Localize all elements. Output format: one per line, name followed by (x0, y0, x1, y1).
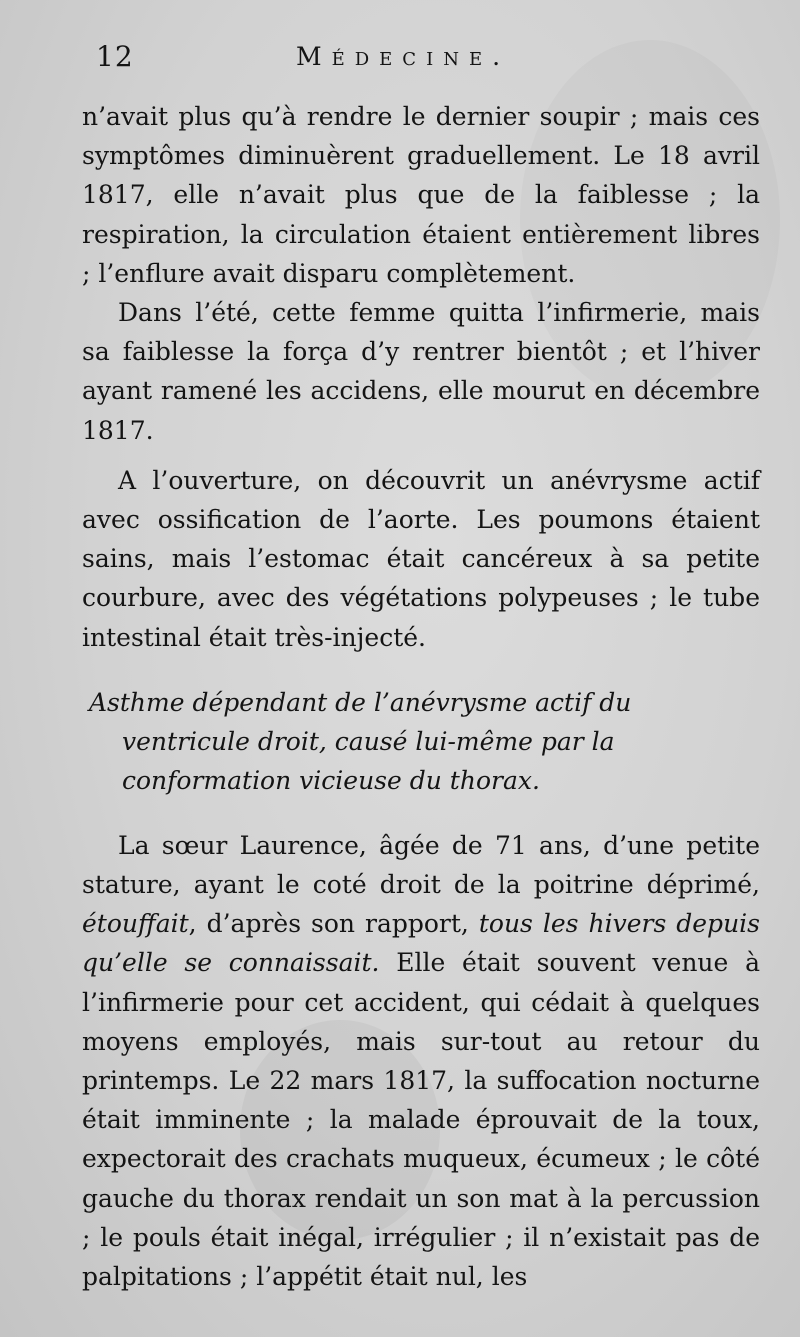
paragraph-text: , d’après son rapport, (188, 909, 479, 939)
section-gap (82, 800, 760, 826)
paragraph-text: La sœur Laurence, âgée de 71 ans, d’une petite stature, ayant le coté droit de la poitrine déprimé, (82, 830, 760, 900)
paragraph-gap (82, 450, 760, 461)
paragraph: A l’ouverture, on découvrit un anévrysme actif avec ossification de l’aorte. Les poumons étaient sains, mais l’estomac était cancéreux à sa petite courbure, avec des végétations polypeuses ; le tube intestinal était très-injecté. (82, 465, 760, 652)
body-text (82, 97, 760, 1296)
running-head: Médecine. (296, 42, 511, 71)
italic-text: tous les hivers depuis qu’elle se connaissait. (82, 909, 760, 978)
italic-text: étouffait (82, 909, 189, 939)
paragraph-continued: n’avait plus qu’à rendre le dernier soupir ; mais ces symptômes diminuèrent graduellement. Le 18 avril 1817, elle n’avait plus que de la faiblesse ; la respiration, la circulation étaient entièrement libres ; l’enflure avait disparu complètement. (82, 102, 760, 288)
page-number: 12 (96, 40, 134, 73)
paragraph: Dans l’été, cette femme quitta l’infirmerie, mais sa faiblesse la força d’y rentrer bientôt ; et l’hiver ayant ramené les accidens, elle mourut en décembre 1817. (82, 298, 760, 445)
paragraph-text: Elle était souvent venue à l’infirmerie pour cet accident, qui cédait à quelques moyens employés, mais sur-tout au retour du printemps. Le 22 mars 1817, la suffocation nocturne était imminente ; la malade éprouvait de la toux, expectorait des crachats muqueux, écumeux ; le côté gauche du thorax rendait un son mat à la percussion ; le pouls était inégal, irrégulier ; il n’existait pas de palpitations ; l’appétit était nul, les (82, 948, 760, 1292)
section-gap (82, 657, 760, 683)
section-heading: Asthme dépendant de l’anévrysme actif du ventricule droit, causé lui-même par la conformation vicieuse du thorax. (89, 687, 632, 795)
page-header (96, 40, 760, 90)
paragraph (82, 826, 760, 1296)
